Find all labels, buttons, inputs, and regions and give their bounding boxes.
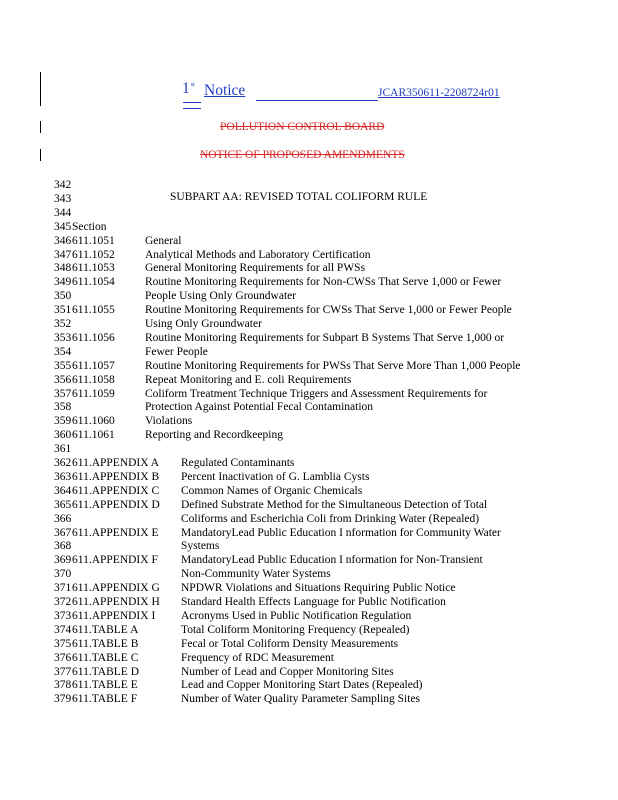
section-title: Protection Against Potential Fecal Contamination bbox=[145, 401, 374, 413]
section-title: Standard Health Effects Language for Public Notification bbox=[181, 596, 446, 608]
line-number: 354 bbox=[54, 346, 72, 358]
section-number: 611.1060 bbox=[72, 415, 115, 427]
line-number: 344 bbox=[54, 207, 72, 219]
section-title: Acronyms Used in Public Notification Regulation bbox=[181, 610, 412, 622]
section-number: 611.1055 bbox=[72, 304, 115, 316]
section-title: General bbox=[145, 235, 182, 247]
line-number: 364 bbox=[54, 485, 72, 497]
line-number: 345 bbox=[54, 221, 72, 233]
section-number: 611.APPENDIX I bbox=[72, 610, 156, 622]
section-number: 611.TABLE A bbox=[72, 624, 139, 636]
section-title: Regulated Contaminants bbox=[181, 457, 295, 469]
section-number: 611.APPENDIX H bbox=[72, 596, 160, 608]
line-number: 377 bbox=[54, 666, 72, 678]
section-title: Non-Community Water Systems bbox=[181, 568, 331, 580]
section-title: Reporting and Recordkeeping bbox=[145, 429, 283, 441]
change-bar bbox=[40, 72, 41, 106]
line-number: 370 bbox=[54, 568, 72, 580]
line-number: 376 bbox=[54, 652, 72, 664]
section-title: Violations bbox=[145, 415, 193, 427]
section-number: 611.1052 bbox=[72, 249, 115, 261]
section-number: 611.APPENDIX C bbox=[72, 485, 160, 497]
line-number: 346 bbox=[54, 235, 72, 247]
line-number: 365 bbox=[54, 499, 72, 511]
line-number: 350 bbox=[54, 290, 72, 302]
section-title: MandatoryLead Public Education I nformation for Non-Transient bbox=[181, 554, 483, 566]
section-number: 611.TABLE C bbox=[72, 652, 139, 664]
section-number: 611.TABLE F bbox=[72, 693, 138, 705]
amendments-heading: NOTICE OF PROPOSED AMENDMENTS bbox=[200, 149, 405, 161]
notice-number: 1st bbox=[182, 80, 195, 97]
board-heading: POLLUTION CONTROL BOARD bbox=[220, 121, 385, 133]
section-number: 611.APPENDIX G bbox=[72, 582, 160, 594]
section-number: 611.APPENDIX E bbox=[72, 527, 159, 539]
section-title: Systems bbox=[181, 540, 220, 552]
section-title: MandatoryLead Public Education I nformation for Community Water bbox=[181, 527, 501, 539]
line-number: 353 bbox=[54, 332, 72, 344]
line-number: 355 bbox=[54, 360, 72, 372]
section-number: 611.1051 bbox=[72, 235, 115, 247]
line-number: 356 bbox=[54, 374, 72, 386]
section-number: 611.TABLE E bbox=[72, 679, 138, 691]
line-number: 375 bbox=[54, 638, 72, 650]
section-title: Lead and Copper Monitoring Start Dates (Repealed) bbox=[181, 679, 423, 691]
notice-title: Notice bbox=[204, 82, 246, 99]
notice-id: JCAR350611-2208724r01 bbox=[378, 87, 500, 99]
section-number: 611.TABLE D bbox=[72, 666, 140, 678]
section-title: Coliforms and Escherichia Coli from Drinking Water (Repealed) bbox=[181, 513, 480, 525]
section-title: General Monitoring Requirements for all PWSs bbox=[145, 262, 366, 274]
line-number: 378 bbox=[54, 679, 72, 691]
line-number: 371 bbox=[54, 582, 72, 594]
notice-underline bbox=[256, 100, 378, 101]
line-number: 374 bbox=[54, 624, 72, 636]
section-number: 611.APPENDIX D bbox=[72, 499, 160, 511]
line-number: 379 bbox=[54, 693, 72, 705]
section-title: Frequency of RDC Measurement bbox=[181, 652, 334, 664]
section-title: Repeat Monitoring and E. coli Requirements bbox=[145, 374, 352, 386]
section-number: 611.1058 bbox=[72, 374, 115, 386]
insertion-mark bbox=[183, 102, 201, 109]
section-title: NPDWR Violations and Situations Requiring Public Notice bbox=[181, 582, 456, 594]
section-number: 611.1059 bbox=[72, 388, 115, 400]
section-title: Number of Lead and Copper Monitoring Sites bbox=[181, 666, 394, 678]
section-title: Total Coliform Monitoring Frequency (Repealed) bbox=[181, 624, 410, 636]
line-number: 347 bbox=[54, 249, 72, 261]
line-number: 368 bbox=[54, 540, 72, 552]
section-number: Section bbox=[72, 221, 107, 233]
section-title: Fewer People bbox=[145, 346, 208, 358]
line-number: 343 bbox=[54, 193, 72, 205]
line-number: 372 bbox=[54, 596, 72, 608]
line-number: 362 bbox=[54, 457, 72, 469]
section-title: Routine Monitoring Requirements for Subpart B Systems That Serve 1,000 or bbox=[145, 332, 505, 344]
line-number: 348 bbox=[54, 262, 72, 274]
line-number: 360 bbox=[54, 429, 72, 441]
line-number: 363 bbox=[54, 471, 72, 483]
section-number: 611.TABLE B bbox=[72, 638, 139, 650]
section-number: 611.APPENDIX A bbox=[72, 457, 160, 469]
section-number: 611.1057 bbox=[72, 360, 115, 372]
change-bar bbox=[40, 121, 41, 133]
section-number: 611.APPENDIX B bbox=[72, 471, 160, 483]
line-number: 357 bbox=[54, 388, 72, 400]
section-number: 611.APPENDIX F bbox=[72, 554, 158, 566]
line-number: 361 bbox=[54, 443, 72, 455]
section-title: Routine Monitoring Requirements for Non-CWSs That Serve 1,000 or Fewer bbox=[145, 276, 502, 288]
line-number: 349 bbox=[54, 276, 72, 288]
line-number: 342 bbox=[54, 179, 72, 191]
section-number: 611.1061 bbox=[72, 429, 115, 441]
section-title: Using Only Groundwater bbox=[145, 318, 262, 330]
section-number: 611.1054 bbox=[72, 276, 115, 288]
line-number: 367 bbox=[54, 527, 72, 539]
section-title: Fecal or Total Coliform Density Measurements bbox=[181, 638, 399, 650]
section-title: Common Names of Organic Chemicals bbox=[181, 485, 363, 497]
section-title: Number of Water Quality Parameter Sampling Sites bbox=[181, 693, 421, 705]
line-number: 358 bbox=[54, 401, 72, 413]
line-number: 373 bbox=[54, 610, 72, 622]
section-number: 611.1053 bbox=[72, 262, 115, 274]
section-title: Defined Substrate Method for the Simultaneous Detection of Total bbox=[181, 499, 488, 511]
section-title: People Using Only Groundwater bbox=[145, 290, 297, 302]
section-title: Analytical Methods and Laboratory Certification bbox=[145, 249, 371, 261]
section-title: Routine Monitoring Requirements for CWSs That Serve 1,000 or Fewer People bbox=[145, 304, 512, 316]
section-number: 611.1056 bbox=[72, 332, 115, 344]
change-bar bbox=[40, 149, 41, 161]
section-title: Percent Inactivation of G. Lamblia Cysts bbox=[181, 471, 370, 483]
section-title: Coliform Treatment Technique Triggers and Assessment Requirements for bbox=[145, 388, 488, 400]
line-number: 359 bbox=[54, 415, 72, 427]
subpart-title: SUBPART AA: REVISED TOTAL COLIFORM RULE bbox=[170, 191, 428, 203]
section-title: Routine Monitoring Requirements for PWSs That Serve More Than 1,000 People bbox=[145, 360, 521, 372]
line-number: 366 bbox=[54, 513, 72, 525]
line-number: 352 bbox=[54, 318, 72, 330]
line-number: 369 bbox=[54, 554, 72, 566]
line-number: 351 bbox=[54, 304, 72, 316]
